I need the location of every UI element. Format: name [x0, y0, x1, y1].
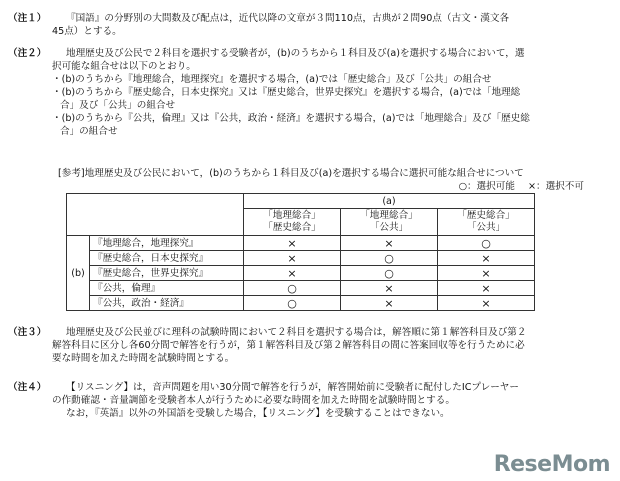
table-corner	[67, 194, 244, 236]
note-2-bullet-3: ・(b)のうちから『公共，倫理』又は『公共，政治・経済』を選択する場合，(a)では「地理総合」及び「歴史総	[52, 113, 530, 124]
col-header-3-line-2: 「公共」	[466, 222, 506, 233]
cell: ×	[341, 236, 438, 251]
cell: ○	[341, 251, 438, 266]
cell: ×	[438, 266, 535, 281]
note-3-label: （注３）	[8, 327, 47, 338]
note-4-line-2: の作動確認・音量調節を受験者本人が行うために必要な時間を加えた時間を試験時間とする。	[52, 395, 455, 406]
col-header-3	[438, 209, 535, 236]
row-label: 『公共，政治・経済』	[90, 296, 244, 311]
row-label: 『歴史総合，日本史探究』	[90, 251, 244, 266]
reference-title: [参考]地理歴史及び公民において，(b)のうちから１科目及び(a)を選択する場合に選択可能な組合せについて	[58, 168, 524, 179]
row-label: 『歴史総合，世界史探究』	[90, 266, 244, 281]
cell: ○	[244, 296, 341, 311]
table-a-header: (a)	[244, 194, 535, 209]
cell: ×	[244, 236, 341, 251]
table-row	[67, 266, 535, 281]
col-header-1-line-1: 「地理総合」	[263, 210, 321, 221]
legend-impossible: ×：選択不可	[527, 181, 584, 192]
col-header-2-line-1: 「地理総合」	[360, 210, 418, 221]
table-row	[67, 236, 535, 251]
note-2-bullet-3-cont: 合」の組合せ	[60, 126, 118, 137]
note-4-label: （注４）	[8, 382, 47, 393]
table-row	[67, 281, 535, 296]
note-2-line-2: 択可能な組合せは以下のとおり。	[52, 61, 196, 72]
cell: ×	[244, 266, 341, 281]
note-2-label: （注２）	[8, 48, 47, 59]
note-3-line-1: 地理歴史及び公民並びに理科の試験時間において２科目を選択する場合は，解答順に第１解答科目及び第２	[66, 327, 527, 338]
col-header-2	[341, 209, 438, 236]
combination-table	[66, 193, 535, 311]
col-header-1	[244, 209, 341, 236]
col-header-3-line-1: 「歴史総合」	[457, 210, 515, 221]
table-b-label: (b)	[67, 236, 90, 311]
table-row	[67, 251, 535, 266]
note-1-label: （注１）	[8, 13, 47, 24]
legend	[449, 180, 584, 193]
row-label: 『公共，倫理』	[90, 281, 244, 296]
cell: ○	[438, 236, 535, 251]
note-2-bullet-1: ・(b)のうちから『地理総合，地理探究』を選択する場合，(a)では「歴史総合」及び「公共」の組合せ	[52, 74, 492, 85]
legend-possible: ○：選択可能	[458, 181, 515, 192]
note-2-bullet-2: ・(b)のうちから『歴史総合，日本史探究』又は『歴史総合，世界史探究』を選択する場合，(a)では「地理総	[52, 87, 521, 98]
note-3-line-3: 要な時間を加えた時間を試験時間とする。	[52, 353, 235, 364]
cell: ×	[438, 251, 535, 266]
resemom-logo: ReseMom	[493, 452, 610, 477]
note-2-line-1: 地理歴史及び公民で２科目を選択する受験者が，(b)のうちから１科目及び(a)を選択する場合において，選	[66, 48, 525, 59]
cell: ×	[341, 281, 438, 296]
cell: ×	[244, 251, 341, 266]
reference-block	[58, 167, 588, 192]
note-4-line-3: なお，『英語』以外の外国語を受験した場合，【リスニング】を受験することはできない。	[66, 408, 450, 419]
row-label: 『地理総合，地理探究』	[90, 236, 244, 251]
table-row	[67, 296, 535, 311]
cell: ×	[438, 281, 535, 296]
cell: ○	[341, 266, 438, 281]
note-1-line-1: 『国語』の分野別の大問数及び配点は，近代以降の文章が３問110点，古典が２問90点（古文・漢文各	[66, 13, 510, 24]
note-2-bullet-2-cont: 合」及び「公共」の組合せ	[60, 100, 176, 111]
col-header-2-line-2: 「公共」	[369, 222, 409, 233]
note-3-line-2: 解答科目に区分し各60分間で解答を行うが，第１解答科目及び第２解答科目の間に答案回収等を行うために必	[52, 340, 525, 351]
cell: ×	[438, 296, 535, 311]
note-4-line-1: 【リスニング】は，音声問題を用い30分間で解答を行うが，解答開始前に受験者に配付したICプレーヤー	[66, 382, 519, 393]
cell: ×	[341, 296, 438, 311]
cell: ○	[244, 281, 341, 296]
note-1-line-2: 45点）とする。	[52, 26, 122, 37]
col-header-1-line-2: 「歴史総合」	[263, 222, 321, 233]
